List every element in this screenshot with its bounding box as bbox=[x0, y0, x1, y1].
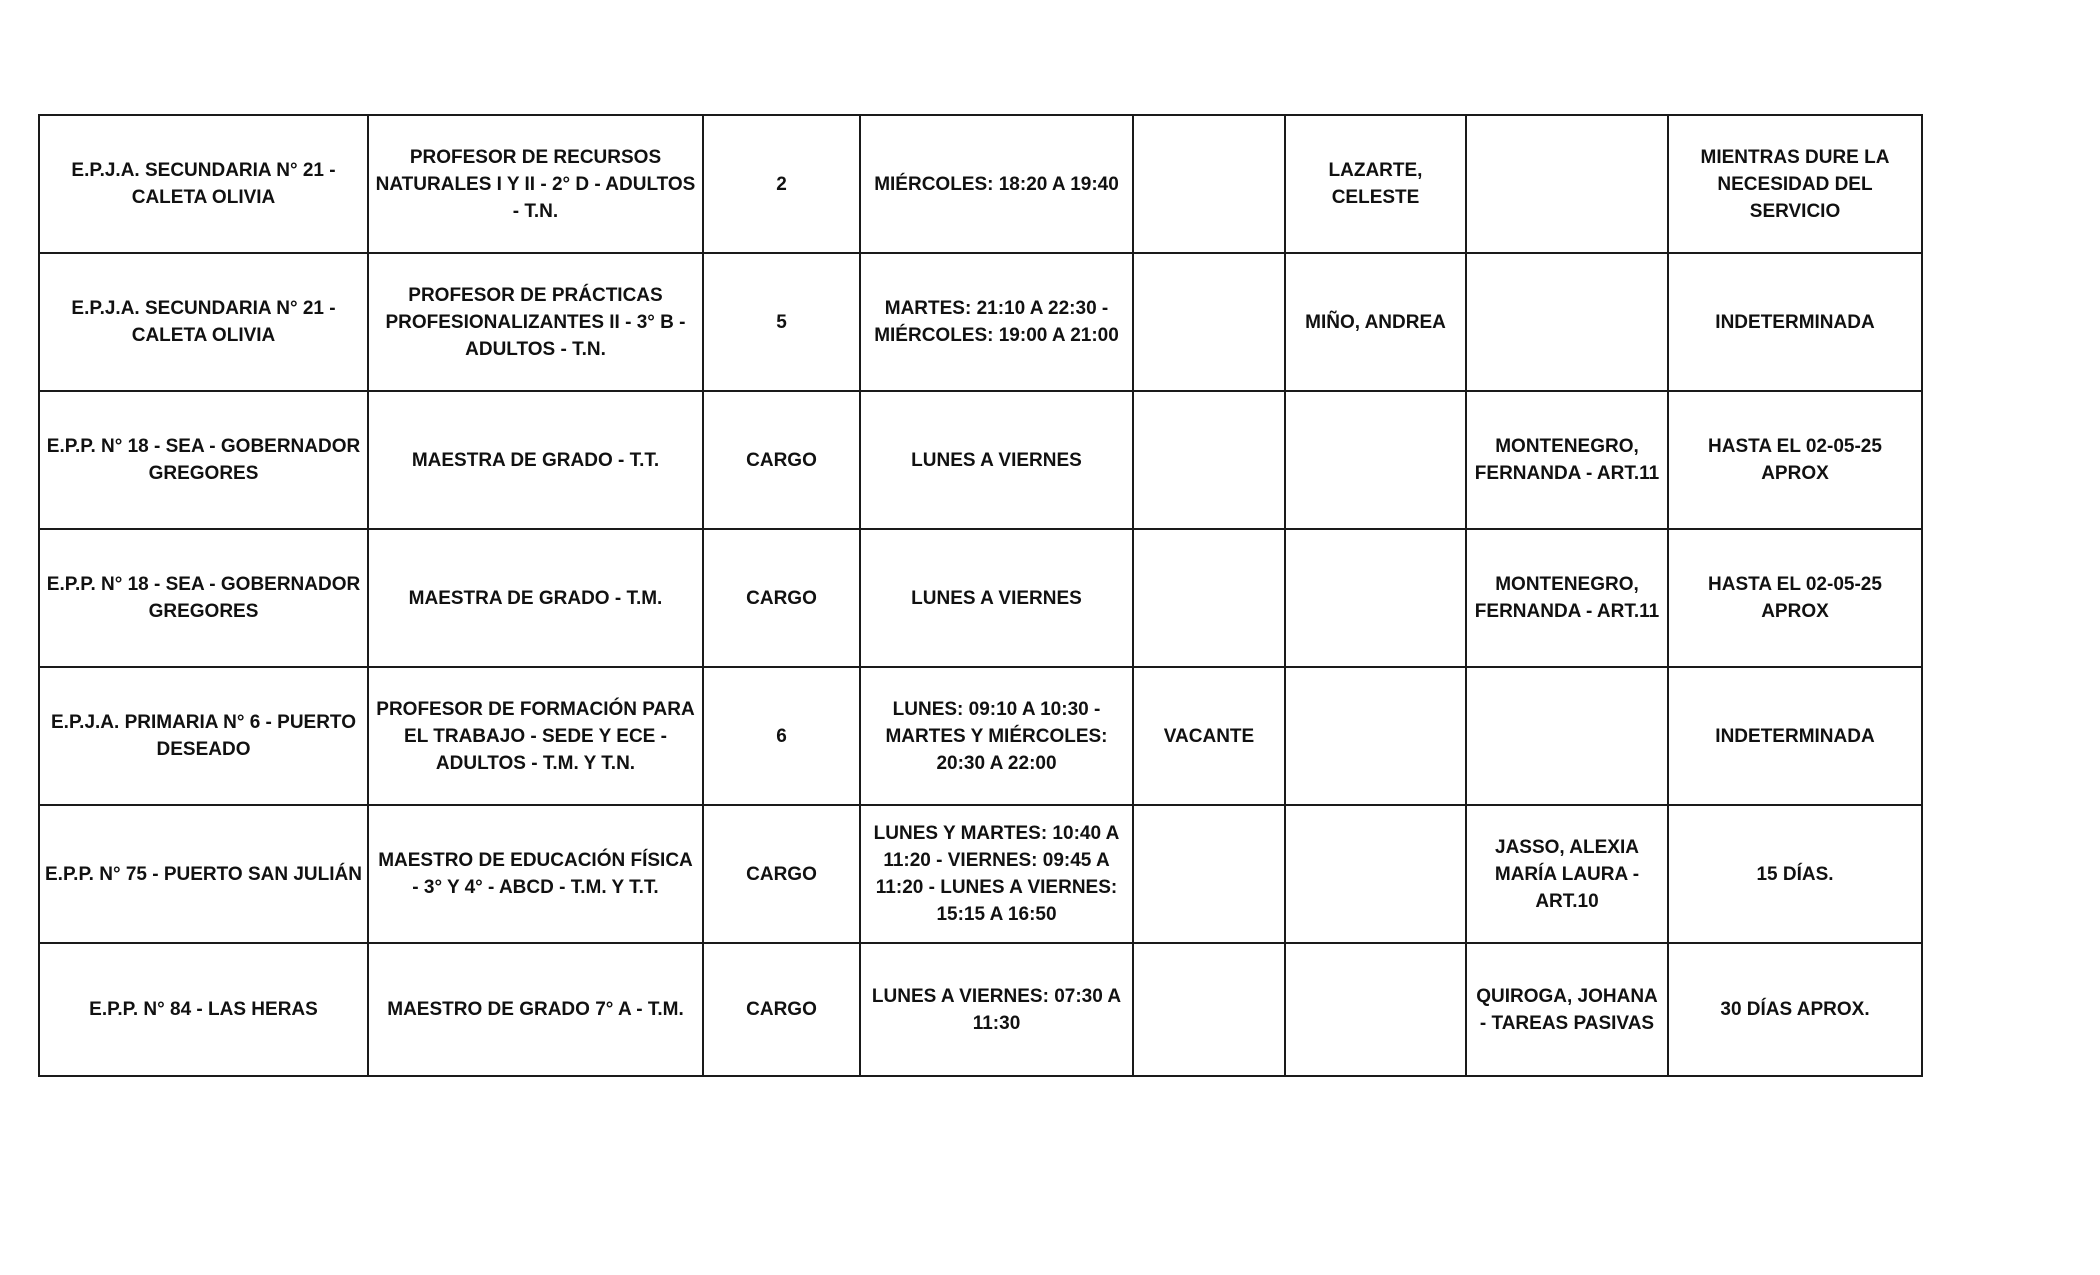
school-cell: E.P.J.A. SECUNDARIA N° 21 - CALETA OLIVIA bbox=[39, 115, 368, 253]
vacancies-table bbox=[38, 114, 1923, 1077]
table-row bbox=[39, 943, 1922, 1076]
position-cell: MAESTRA DE GRADO - T.M. bbox=[368, 529, 703, 667]
schedule-cell: MARTES: 21:10 A 22:30 - MIÉRCOLES: 19:00 A 21:00 bbox=[860, 253, 1133, 391]
status-cell bbox=[1133, 529, 1285, 667]
position-cell: MAESTRO DE GRADO 7° A - T.M. bbox=[368, 943, 703, 1076]
school-cell: E.P.J.A. PRIMARIA N° 6 - PUERTO DESEADO bbox=[39, 667, 368, 805]
hours-cell: CARGO bbox=[703, 943, 860, 1076]
hours-cell: CARGO bbox=[703, 805, 860, 943]
status-cell bbox=[1133, 943, 1285, 1076]
position-cell: MAESTRO DE EDUCACIÓN FÍSICA - 3° Y 4° - ABCD - T.M. Y T.T. bbox=[368, 805, 703, 943]
schedule-cell: MIÉRCOLES: 18:20 A 19:40 bbox=[860, 115, 1133, 253]
position-cell: PROFESOR DE PRÁCTICAS PROFESIONALIZANTES II - 3° B - ADULTOS - T.N. bbox=[368, 253, 703, 391]
replaced-cell: MONTENEGRO, FERNANDA - ART.11 bbox=[1466, 391, 1668, 529]
duration-cell: INDETERMINADA bbox=[1668, 253, 1922, 391]
school-cell: E.P.J.A. SECUNDARIA N° 21 - CALETA OLIVIA bbox=[39, 253, 368, 391]
duration-cell: MIENTRAS DURE LA NECESIDAD DEL SERVICIO bbox=[1668, 115, 1922, 253]
schedule-cell: LUNES A VIERNES: 07:30 A 11:30 bbox=[860, 943, 1133, 1076]
hours-cell: CARGO bbox=[703, 529, 860, 667]
holder-cell bbox=[1285, 391, 1466, 529]
duration-cell: INDETERMINADA bbox=[1668, 667, 1922, 805]
hours-cell: CARGO bbox=[703, 391, 860, 529]
document-page bbox=[38, 114, 1923, 1077]
status-cell bbox=[1133, 805, 1285, 943]
status-cell: VACANTE bbox=[1133, 667, 1285, 805]
table-row bbox=[39, 805, 1922, 943]
duration-cell: 30 DÍAS APROX. bbox=[1668, 943, 1922, 1076]
holder-cell bbox=[1285, 529, 1466, 667]
school-cell: E.P.P. N° 18 - SEA - GOBERNADOR GREGORES bbox=[39, 529, 368, 667]
school-cell: E.P.P. N° 84 - LAS HERAS bbox=[39, 943, 368, 1076]
holder-cell bbox=[1285, 667, 1466, 805]
position-cell: PROFESOR DE RECURSOS NATURALES I Y II - 2° D - ADULTOS - T.N. bbox=[368, 115, 703, 253]
hours-cell: 5 bbox=[703, 253, 860, 391]
duration-cell: 15 DÍAS. bbox=[1668, 805, 1922, 943]
table-row bbox=[39, 667, 1922, 805]
replaced-cell bbox=[1466, 667, 1668, 805]
schedule-cell: LUNES: 09:10 A 10:30 - MARTES Y MIÉRCOLES: 20:30 A 22:00 bbox=[860, 667, 1133, 805]
status-cell bbox=[1133, 115, 1285, 253]
table-row bbox=[39, 253, 1922, 391]
table-row bbox=[39, 115, 1922, 253]
replaced-cell bbox=[1466, 253, 1668, 391]
duration-cell: HASTA EL 02-05-25 APROX bbox=[1668, 391, 1922, 529]
school-cell: E.P.P. N° 18 - SEA - GOBERNADOR GREGORES bbox=[39, 391, 368, 529]
schedule-cell: LUNES A VIERNES bbox=[860, 391, 1133, 529]
schedule-cell: LUNES Y MARTES: 10:40 A 11:20 - VIERNES: 09:45 A 11:20 - LUNES A VIERNES: 15:15 A 16:50 bbox=[860, 805, 1133, 943]
schedule-cell: LUNES A VIERNES bbox=[860, 529, 1133, 667]
duration-cell: HASTA EL 02-05-25 APROX bbox=[1668, 529, 1922, 667]
table-row bbox=[39, 529, 1922, 667]
holder-cell bbox=[1285, 943, 1466, 1076]
holder-cell: LAZARTE, CELESTE bbox=[1285, 115, 1466, 253]
position-cell: MAESTRA DE GRADO - T.T. bbox=[368, 391, 703, 529]
replaced-cell: JASSO, ALEXIA MARÍA LAURA - ART.10 bbox=[1466, 805, 1668, 943]
holder-cell bbox=[1285, 805, 1466, 943]
replaced-cell: MONTENEGRO, FERNANDA - ART.11 bbox=[1466, 529, 1668, 667]
table-row bbox=[39, 391, 1922, 529]
hours-cell: 6 bbox=[703, 667, 860, 805]
holder-cell: MIÑO, ANDREA bbox=[1285, 253, 1466, 391]
replaced-cell bbox=[1466, 115, 1668, 253]
status-cell bbox=[1133, 253, 1285, 391]
replaced-cell: QUIROGA, JOHANA - TAREAS PASIVAS bbox=[1466, 943, 1668, 1076]
school-cell: E.P.P. N° 75 - PUERTO SAN JULIÁN bbox=[39, 805, 368, 943]
position-cell: PROFESOR DE FORMACIÓN PARA EL TRABAJO - SEDE Y ECE - ADULTOS - T.M. Y T.N. bbox=[368, 667, 703, 805]
status-cell bbox=[1133, 391, 1285, 529]
hours-cell: 2 bbox=[703, 115, 860, 253]
